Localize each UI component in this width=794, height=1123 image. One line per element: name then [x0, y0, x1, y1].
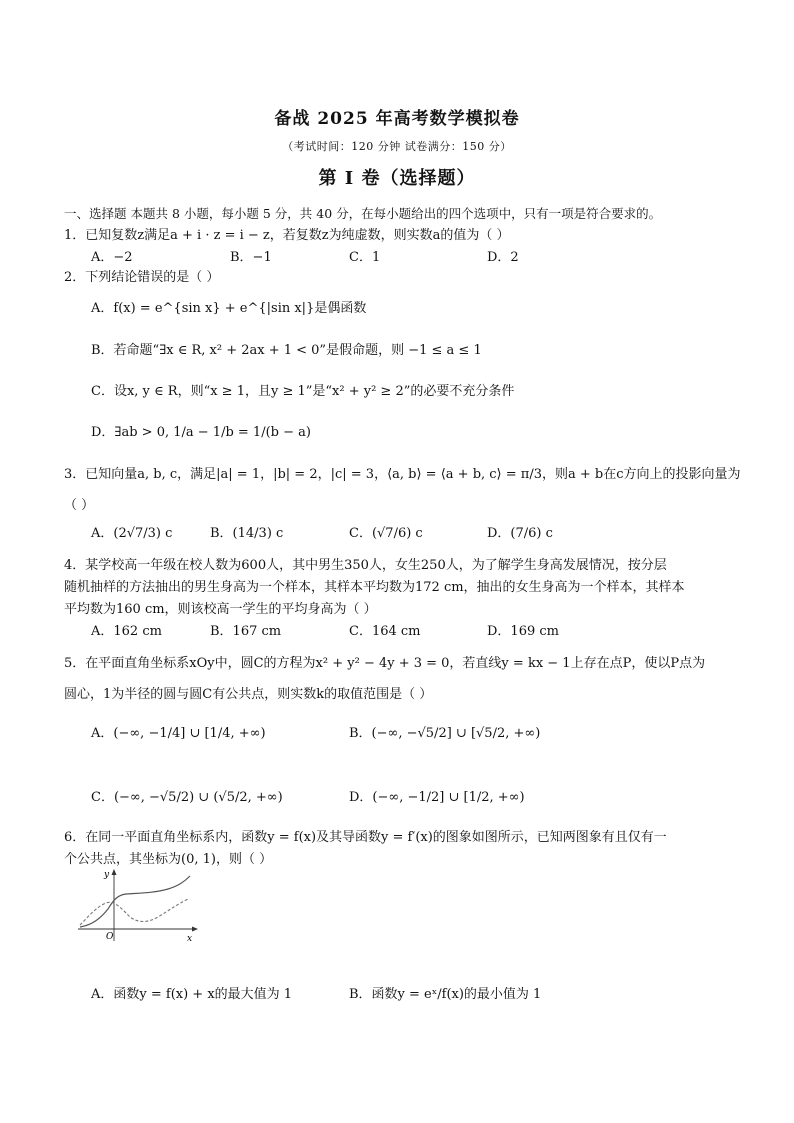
page-title: 备战 2025 年高考数学模拟卷: [274, 109, 520, 129]
question-5-stem: 5．在平面直角坐标系xOy中，圆C的方程为x² + y² − 4y + 3 = 0，若直线y = kx − 1上存在点P，使以P点为: [64, 656, 706, 671]
q1-option-b: B．−1: [230, 250, 272, 265]
q4-option-d: D．169 cm: [487, 624, 559, 639]
q5-option-d: D．(−∞, −1/2] ∪ [1/2, +∞): [349, 790, 525, 805]
f-prime-curve: [80, 899, 188, 925]
y-axis-arrow: [112, 869, 117, 875]
q3-option-b: B．(14/3) c: [210, 526, 284, 541]
q5-option-a: A．(−∞, −1/4] ∪ [1/4, +∞): [91, 726, 266, 741]
q1-option-c: C．1: [349, 250, 381, 265]
f-curve: [80, 876, 190, 927]
q6-option-a: A．函数y = f(x) + x的最大值为 1: [91, 987, 293, 1002]
q5-option-b: B．(−∞, −√5/2] ∪ [√5/2, +∞): [349, 726, 541, 741]
q3-option-d: D．(7/6) c: [487, 526, 553, 541]
exam-meta: （考试时间：120 分钟 试卷满分：150 分）: [282, 140, 512, 153]
question-3-stem-cont: （ ）: [64, 498, 95, 513]
q6-option-b: B．函数y = eˣ/f(x)的最小值为 1: [349, 987, 542, 1002]
q1-option-a: A．−2: [91, 250, 133, 265]
x-axis-label: x: [187, 934, 193, 944]
q4-option-b: B．167 cm: [210, 624, 282, 639]
q3-option-c: C．(√7/6) c: [349, 526, 423, 541]
question-1-stem: 1．已知复数z满足a + i · z = i − z，若复数z为纯虚数，则实数a的值为（ ）: [64, 228, 510, 243]
q5-option-c: C．(−∞, −√5/2) ∪ (√5/2, +∞): [91, 790, 283, 805]
question-6-stem-cont: 个公共点，其坐标为(0, 1)，则（ ）: [64, 852, 273, 867]
function-graph-figure: [74, 865, 200, 945]
instructions: 一、选择题 本题共 8 小题，每小题 5 分，共 40 分，在每小题给出的四个选项中，只有一项是符合要求的。: [64, 206, 662, 221]
question-5-stem-cont: 圆心，1为半径的圆与圆C有公共点，则实数k的取值范围是（ ）: [64, 687, 433, 702]
question-4-stem-cont: 随机抽样的方法抽出的男生身高为一个样本，其样本平均数为172 cm，抽出的女生身高为一个样本，其样本: [64, 580, 685, 595]
q2-option-a: A．f(x) = e^{sin x} + e^{|sin x|}是偶函数: [91, 301, 367, 316]
origin-label: O: [106, 932, 114, 942]
q2-option-d: D．∃ab > 0, 1/a − 1/b = 1/(b − a): [91, 425, 311, 440]
question-3-stem: 3．已知向量a, b, c，满足|a| = 1，|b| = 2，|c| = 3，⟨a, b⟩ = ⟨a + b, c⟩ = π/3，则a + b在c方向上的投影向量为: [64, 467, 741, 482]
question-4-stem-cont2: 平均数为160 cm，则该校高一学生的平均身高为（ ）: [64, 602, 377, 617]
q4-option-c: C．164 cm: [349, 624, 421, 639]
q2-option-c: C．设x, y ∈ R，则“x ≥ 1，且y ≥ 1”是“x² + y² ≥ 2”的必要不充分条件: [91, 384, 515, 399]
question-4-stem: 4．某学校高一年级在校人数为600人，其中男生350人，女生250人，为了解学生身高发展情况，按分层: [64, 558, 667, 573]
q3-option-a: A．(2√7/3) c: [91, 526, 173, 541]
q1-option-d: D．2: [487, 250, 519, 265]
question-2-stem: 2．下列结论错误的是（ ）: [64, 270, 220, 285]
y-axis-label: y: [104, 870, 110, 880]
x-axis-arrow: [192, 927, 198, 932]
q2-option-b: B．若命题“∃x ∈ R, x² + 2ax + 1 < 0”是假命题，则 −1 ≤ a ≤ 1: [91, 343, 482, 358]
question-6-stem: 6．在同一平面直角坐标系内，函数y = f(x)及其导函数y = f′(x)的图象如图所示，已知两图象有且仅有一: [64, 830, 667, 845]
q4-option-a: A．162 cm: [91, 624, 162, 639]
section-heading: 第 I 卷（选择题）: [318, 168, 476, 189]
